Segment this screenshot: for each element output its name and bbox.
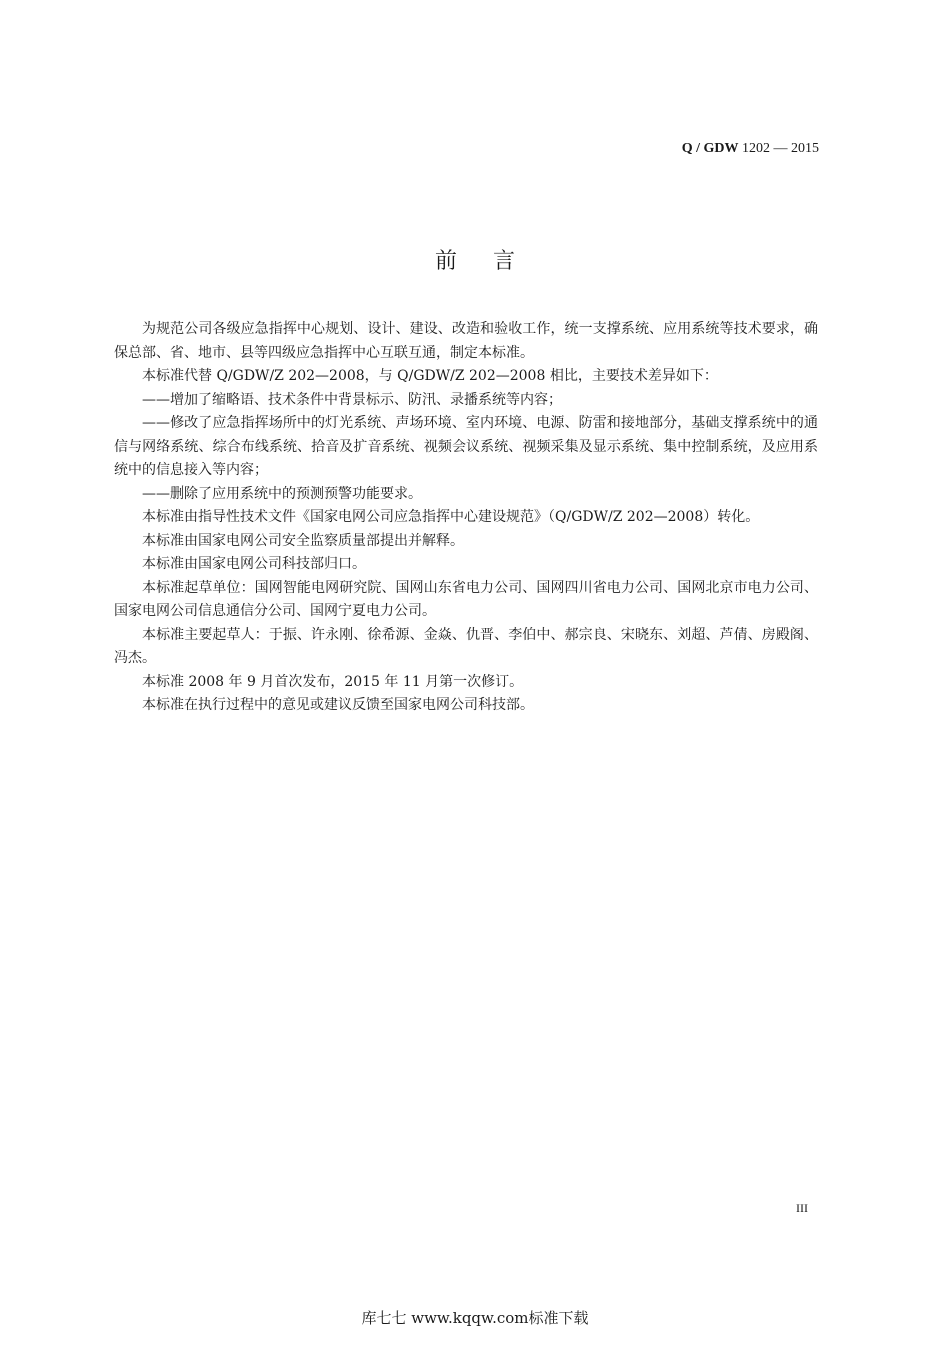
paragraph: 本标准由国家电网公司科技部归口。 — [142, 556, 366, 572]
paragraph: ——删除了应用系统中的预测预警功能要求。 — [142, 485, 422, 502]
paragraph: 本标准 2008 年 9 月首次发布，2015 年 11 月第一次修订。 — [142, 673, 524, 690]
paragraph: 本标准代替 Q/GDW/Z 202—2008，与 Q/GDW/Z 202—2008 相比，主要技术差异如下： — [142, 368, 718, 384]
paragraph: ——修改了应急指挥场所中的灯光系统、声场环境、室内环境、电源、防雷和接地部分，基础支撑系统中的通信与网络系统、综合布线系统、拾音及扩音系统、视频会议系统、视频采集及显示系统、集中控制系统，及应用系统中的信息接入等内容； — [114, 415, 818, 478]
paragraph: 本标准起草单位：国网智能电网研究院、国网山东省电力公司、国网四川省电力公司、国网北京市电力公司、国家电网公司信息通信分公司、国网宁夏电力公司。 — [114, 579, 818, 619]
page-number: III — [796, 1201, 808, 1215]
paragraph: 本标准由指导性技术文件《国家电网公司应急指挥中心建设规范》（Q/GDW/Z 202—2008）转化。 — [142, 509, 760, 525]
paragraph: 本标准由国家电网公司安全监察质量部提出并解释。 — [142, 532, 464, 549]
document-body — [114, 318, 818, 718]
page-title: 前言 — [434, 249, 551, 274]
standard-header — [682, 141, 819, 157]
paragraph: ——增加了缩略语、技术条件中背景标示、防汛、录播系统等内容； — [142, 391, 562, 408]
standard-number: 1202 — 2015 — [742, 141, 819, 156]
standard-code: Q / GDW — [681, 141, 739, 156]
paragraph: 本标准在执行过程中的意见或建议反馈至国家电网公司科技部。 — [142, 697, 534, 713]
paragraph: 本标准主要起草人：于振、许永刚、徐希源、金焱、仇晋、李伯中、郝宗良、宋晓东、刘超、芦倩、房殿阁、冯杰。 — [114, 626, 818, 666]
paragraph: 为规范公司各级应急指挥中心规划、设计、建设、改造和验收工作，统一支撑系统、应用系统等技术要求，确保总部、省、地市、县等四级应急指挥中心互联互通，制定本标准。 — [114, 321, 818, 361]
watermark-footer: 库七七 www.kqqw.com标准下载 — [361, 1309, 589, 1327]
